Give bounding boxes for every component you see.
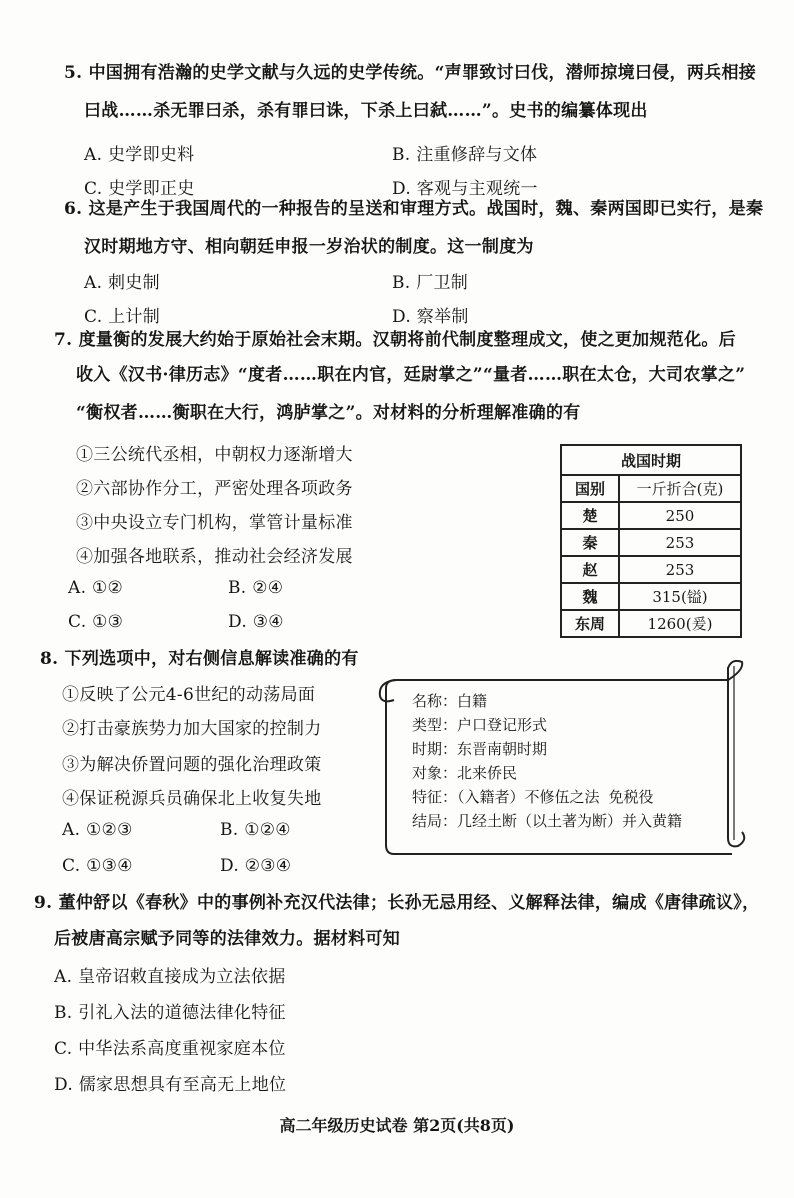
q9-option-c: C. 中华法系高度重视家庭本位 xyxy=(54,1039,286,1059)
q7-statement-4: ④加强各地联系，推动社会经济发展 xyxy=(76,547,353,567)
q8-statement-1: ①反映了公元4-6世纪的动荡局面 xyxy=(62,685,316,705)
scroll-row-period: 时期：东晋南朝时期 xyxy=(412,740,548,758)
table-cell: 东周 xyxy=(561,610,619,637)
q6-option-d: D. 察举制 xyxy=(392,307,469,327)
table-cell: 253 xyxy=(619,529,741,556)
table-cell: 秦 xyxy=(561,529,619,556)
q5-option-b: B. 注重修辞与文体 xyxy=(392,145,538,165)
q7-option-b: B. ②④ xyxy=(228,578,284,598)
scroll-row-name: 名称：白籍 xyxy=(412,692,488,710)
q5-option-a: A. 史学即史料 xyxy=(84,145,195,165)
q9-option-b: B. 引礼入法的道德法律化特征 xyxy=(54,1003,286,1023)
table-cell: 楚 xyxy=(561,502,619,529)
table-row xyxy=(561,529,741,556)
q8-option-d: D. ②③④ xyxy=(220,856,292,876)
scroll-row-feature: 特征：（入籍者）不修伍之法 免税役 xyxy=(412,788,654,806)
weight-table xyxy=(560,444,742,638)
table-cell: 315(镒) xyxy=(619,583,741,610)
table-cell: 1260(爰) xyxy=(619,610,741,637)
table-cell: 魏 xyxy=(561,583,619,610)
table-cell: 250 xyxy=(619,502,741,529)
scroll-row-type: 类型：户口登记形式 xyxy=(412,716,548,734)
q7-stem-line1: 7. 度量衡的发展大约始于原始社会末期。汉朝将前代制度整理成文，使之更加规范化。后 xyxy=(54,330,736,350)
scroll-row-outcome: 结局：几经土断（以土著为断）并入黄籍 xyxy=(412,812,683,830)
table-header-cell: 国别 xyxy=(561,475,619,502)
table-cell: 253 xyxy=(619,556,741,583)
table-row xyxy=(561,583,741,610)
q5-option-d: D. 客观与主观统一 xyxy=(392,179,538,199)
q9-stem-line1: 9. 董仲舒以《春秋》中的事例补充汉代法律；长孙无忌用经、义解释法律，编成《唐律疏议》， xyxy=(34,893,760,913)
q5-stem-line1: 5. 中国拥有浩瀚的史学文献与久远的史学传统。“声罪致讨曰伐，潜师掠境曰侵，两兵相接 xyxy=(64,63,757,83)
q5-option-c: C. 史学即正史 xyxy=(84,179,195,199)
weight-table-header xyxy=(561,475,741,502)
table-header-cell: 一斤折合(克) xyxy=(619,475,741,502)
q8-option-b: B. ①②④ xyxy=(220,820,291,840)
q5-stem-line2: 曰战……杀无罪曰杀，杀有罪曰诛，下杀上曰弑……”。史书的编纂体现出 xyxy=(84,101,648,121)
q7-stem-line3: “衡权者……衡职在大行，鸿胪掌之”。对材料的分析理解准确的有 xyxy=(76,403,581,423)
q6-stem-line1: 6. 这是产生于我国周代的一种报告的呈送和审理方式。战国时，魏、秦两国即已实行，是秦 xyxy=(64,199,764,219)
q9-option-a: A. 皇帝诏敕直接成为立法依据 xyxy=(54,967,286,987)
q8-option-c: C. ①③④ xyxy=(62,856,133,876)
q8-option-a: A. ①②③ xyxy=(62,820,133,840)
table-row xyxy=(561,502,741,529)
q6-option-c: C. 上计制 xyxy=(84,307,161,327)
q6-stem-line2: 汉时期地方守、相向朝廷申报一岁治状的制度。这一制度为 xyxy=(84,237,534,257)
census-scroll xyxy=(372,660,752,855)
q6-option-b: B. 厂卫制 xyxy=(392,273,469,293)
scroll-row-target: 对象：北来侨民 xyxy=(412,764,518,782)
q7-statement-3: ③中央设立专门机构，掌管计量标准 xyxy=(76,513,353,533)
q6-option-a: A. 刺史制 xyxy=(84,273,160,293)
q9-option-d: D. 儒家思想具有至高无上地位 xyxy=(54,1075,287,1095)
q7-statement-2: ②六部协作分工，严密处理各项政务 xyxy=(76,479,353,499)
q7-option-d: D. ③④ xyxy=(228,612,284,632)
page-footer: 高二年级历史试卷 第2页(共8页) xyxy=(279,1116,515,1135)
weight-table-title: 战国时期 xyxy=(561,445,741,475)
table-row xyxy=(561,556,741,583)
q7-statement-1: ①三公统代丞相，中朝权力逐渐增大 xyxy=(76,445,353,465)
table-row xyxy=(561,610,741,637)
q9-stem-line2: 后被唐高宗赋予同等的法律效力。据材料可知 xyxy=(54,929,400,949)
q8-statement-2: ②打击豪族势力加大国家的控制力 xyxy=(62,719,322,739)
table-cell: 赵 xyxy=(561,556,619,583)
q7-option-c: C. ①③ xyxy=(68,612,124,632)
q7-stem-line2: 收入《汉书·律历志》“度者……职在内官，廷尉掌之”“量者……职在太仓，大司农掌之” xyxy=(76,365,746,385)
q7-option-a: A. ①② xyxy=(68,578,124,598)
q8-statement-3: ③为解决侨置问题的强化治理政策 xyxy=(62,755,322,775)
q8-statement-4: ④保证税源兵员确保北上收复失地 xyxy=(62,789,322,809)
q8-stem: 8. 下列选项中，对右侧信息解读准确的有 xyxy=(40,649,359,669)
